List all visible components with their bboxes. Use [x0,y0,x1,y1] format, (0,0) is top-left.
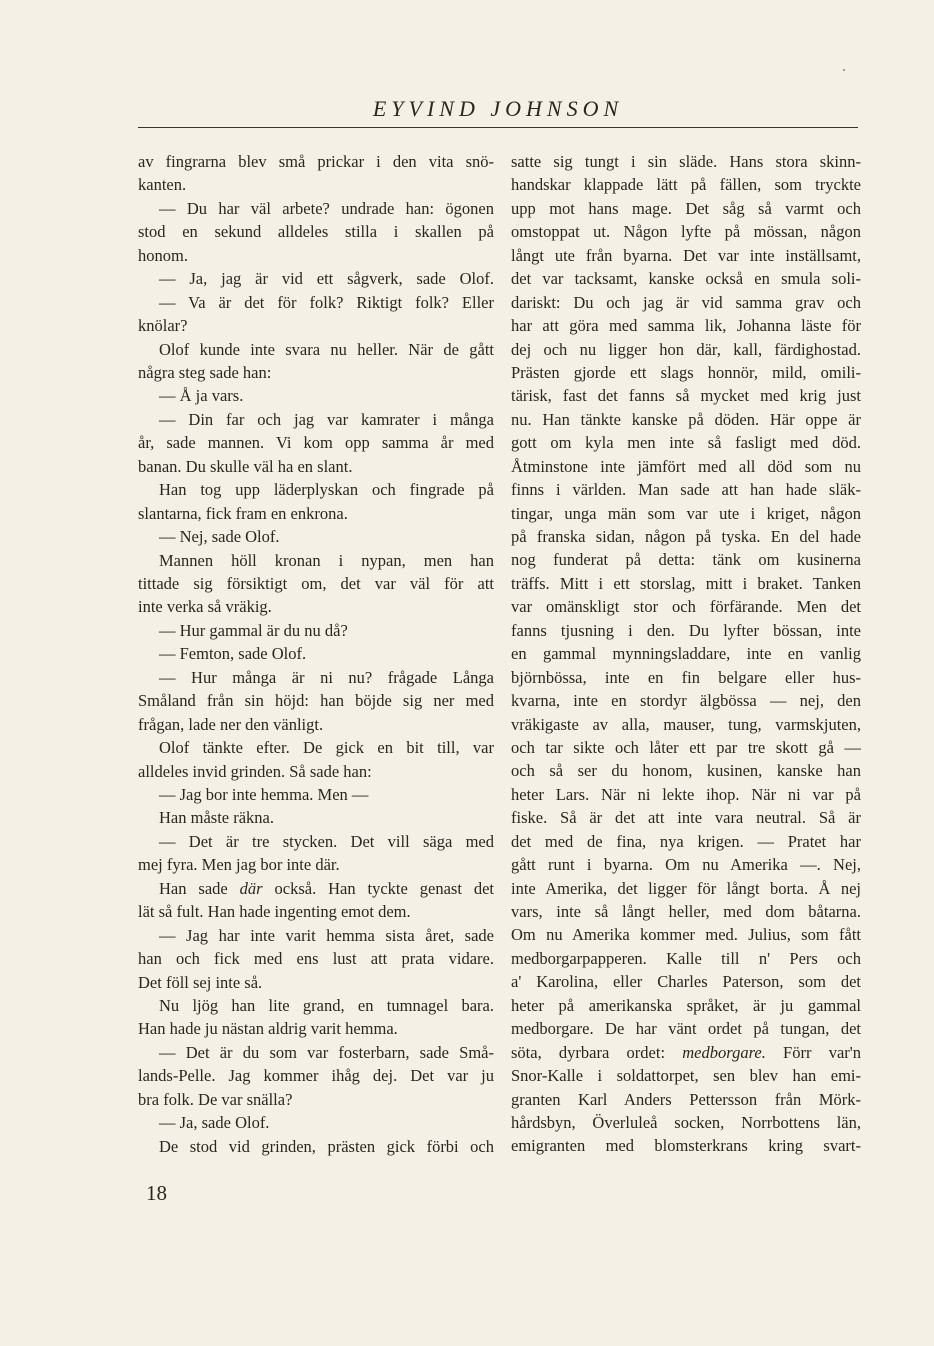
text-line: Småland från sin höjd: han böjde sig ner med [138,691,494,711]
text-line: slantarna, fick fram en enkrona. [138,503,348,523]
text-line: gott om kyla men inte så fasligt med död. [511,433,861,453]
text-line: det var tacksamt, kanske också en smula soli- [511,269,861,289]
text-line: Olof tänkte efter. De gick en bit till, var [159,738,494,758]
running-header: EYVIND JOHNSON [372,96,624,121]
text-line: Han sade där också. Han tyckte genast det [159,878,494,898]
text-line: Nu ljög han lite grand, en tumnagel bara. [159,996,494,1016]
text-line: Han hade ju nästan aldrig varit hemma. [138,1019,398,1039]
text-line: heter på amerikanska språket, är ju gammal [511,995,861,1015]
text-line: — Hur gammal är du nu då? [159,620,348,640]
text-line: honom. [138,245,188,265]
text-line: söta, dyrbara ordet: medborgare. Förr var'n [511,1042,861,1062]
text-line: heter Lars. När ni lekte ihop. När ni var på [511,784,861,804]
text-line: tingar, unga män som var ute i kriget, någon [511,503,861,523]
text-line: medborgare. De har vänt ordet på tungan, det [511,1019,861,1039]
text-line: — Jag bor inte hemma. Men — [159,785,369,805]
text-line: fiske. Så är det att inte vara neutral. Så är [511,808,861,828]
text-line: långt ute från byarna. Det var inte inställsamt, [511,245,861,265]
text-line: inte Amerika, det ligger för långt borta. Å nej [511,878,861,898]
text-line: omstoppat ut. Någon lyfte på mössan, någon [511,222,861,242]
text-line: lands-Pelle. Jag kommer ihåg dej. Det var ju [138,1066,494,1086]
text-line: — Det är tre stycken. Det vill säga med [159,831,494,851]
text-line: Det föll sej inte så. [138,972,263,992]
text-line: granten Karl Anders Pettersson från Mörk- [511,1089,861,1109]
text-line: dej och nu ligger hon där, kall, färdighostad. [511,339,861,359]
text-line: mej fyra. Men jag bor inte där. [138,855,340,875]
text-line: nog funderat på detta: tänk om kusinerna [511,550,861,570]
text-line: upp mot hans mage. Det såg så varmt och [511,198,861,218]
text-line: gått runt i byarna. Om nu Amerika —. Nej, [511,855,861,875]
text-line: Snor-Kalle i soldattorpet, sen blev han emi- [511,1066,861,1086]
text-line: De stod vid grinden, prästen gick förbi och [159,1136,494,1156]
text-line: emigranten med blomsterkrans kring svart- [511,1136,861,1156]
text-line: på franska sidan, någon på tyska. En del hade [511,527,861,546]
text-line: kanten. [138,175,187,195]
text-line: nu. Han tänkte kanske på döden. Här oppe är [511,409,861,429]
text-line: och tar sikte och låter ett par tre skott gå — [511,737,861,757]
text-line: finns i världen. Man sade att han hade släk- [511,480,861,500]
text-line: alldeles invid grinden. Så sade han: [138,761,372,781]
text-line: lät så fult. Han hade ingenting emot dem. [138,902,411,922]
text-line: — Jag har inte varit hemma sista året, sade [159,925,494,945]
text-line: — Femton, sade Olof. [159,644,307,664]
text-line: Olof kunde inte svara nu heller. När de gått [159,339,494,359]
left-column [138,150,494,1158]
text-line: och så ser du honom, kusinen, kanske han [511,761,861,781]
text-line: fanns tjusning i den. Du lyfter bössan, inte [511,620,861,640]
text-line: Han måste räkna. [159,808,274,828]
text-line: har att göra med samma lik, Johanna läste för [511,316,861,336]
text-line: Prästen gjorde ett slags honnör, mild, omili- [511,362,861,382]
text-line: några steg sade han: [138,362,272,382]
text-line: — Din far och jag var kamrater i många [159,409,494,429]
text-line: stod en sekund alldeles stilla i skallen på [138,222,494,242]
text-line: handskar klappade lätt på fällen, som tryckte [511,175,861,195]
text-line: tittade sig försiktigt om, det var väl för att [138,574,494,593]
text-line: kvarna, inte en stordyr älgbössa — nej, den [511,691,861,711]
text-line: Mannen höll kronan i nypan, men han [159,550,494,570]
text-line: satte sig tungt i sin släde. Hans stora skinn- [511,152,861,171]
text-line: Åtminstone inte jämfört med all död som nu [511,456,861,476]
page-number: 18 [146,1181,167,1205]
text-line: Om nu Amerika kommer med. Julius, som fått [511,925,861,945]
header-rule [138,127,858,128]
text-line: dariskt: Du och jag är vid samma grav och [511,292,861,312]
text-line: bra folk. De var snälla? [138,1089,293,1109]
text-line: det med de fina, nya krigen. — Pratet har [511,831,861,851]
text-line: — Ja, sade Olof. [159,1113,270,1133]
text-line: medborgarpapperen. Kalle till n' Pers och [511,948,861,968]
text-line: banan. Du skulle väl ha en slant. [138,456,353,476]
text-line: — Ja, jag är vid ett sågverk, sade Olof. [159,269,494,289]
text-line: hårdsbyn, Överluleå socken, Norrbottens län, [511,1112,861,1132]
text-line: — Va är det för folk? Riktigt folk? Eller [159,292,494,312]
text-line: vars, inte så långt heller, med dom båtarna. [511,902,861,921]
text-line: — Hur många är ni nu? frågade Långa [159,667,494,687]
text-line: — Du har väl arbete? undrade han: ögonen [159,198,494,218]
text-line: — Å ja vars. [159,386,244,406]
text-line: av fingrarna blev små prickar i den vita snö- [138,152,494,171]
text-line: vräkigaste av alla, mauser, tung, varmskjuten, [511,714,861,734]
text-line: knölar? [138,316,188,336]
paper-speck [843,69,845,71]
text-line: tärisk, fast det fanns så mycket med krig just [511,386,861,406]
text-line: var omänskligt stor och förfärande. Men det [511,597,861,617]
text-line: träffs. Mitt i ett storslag, mitt i braket. Tanken [511,573,861,593]
text-line: — Det är du som var fosterbarn, sade Små- [159,1042,494,1062]
text-line: Han tog upp läderplyskan och fingrade på [159,480,494,500]
text-line: han och fick med ens lust att prata vidare. [138,949,494,969]
text-line: frågan, lade ner den vänligt. [138,714,324,734]
text-line: en gammal mynningsladdare, inte en vanlig [511,644,861,664]
text-line: a' Karolina, eller Charles Paterson, som det [511,972,861,992]
text-line: år, sade mannen. Vi kom opp samma år med [138,433,494,453]
text-line: inte verka så vräkig. [138,597,272,617]
text-line: — Nej, sade Olof. [159,527,280,547]
right-column [511,150,861,1158]
text-line: björnbössa, inte en fin belgare eller hus- [511,667,861,687]
